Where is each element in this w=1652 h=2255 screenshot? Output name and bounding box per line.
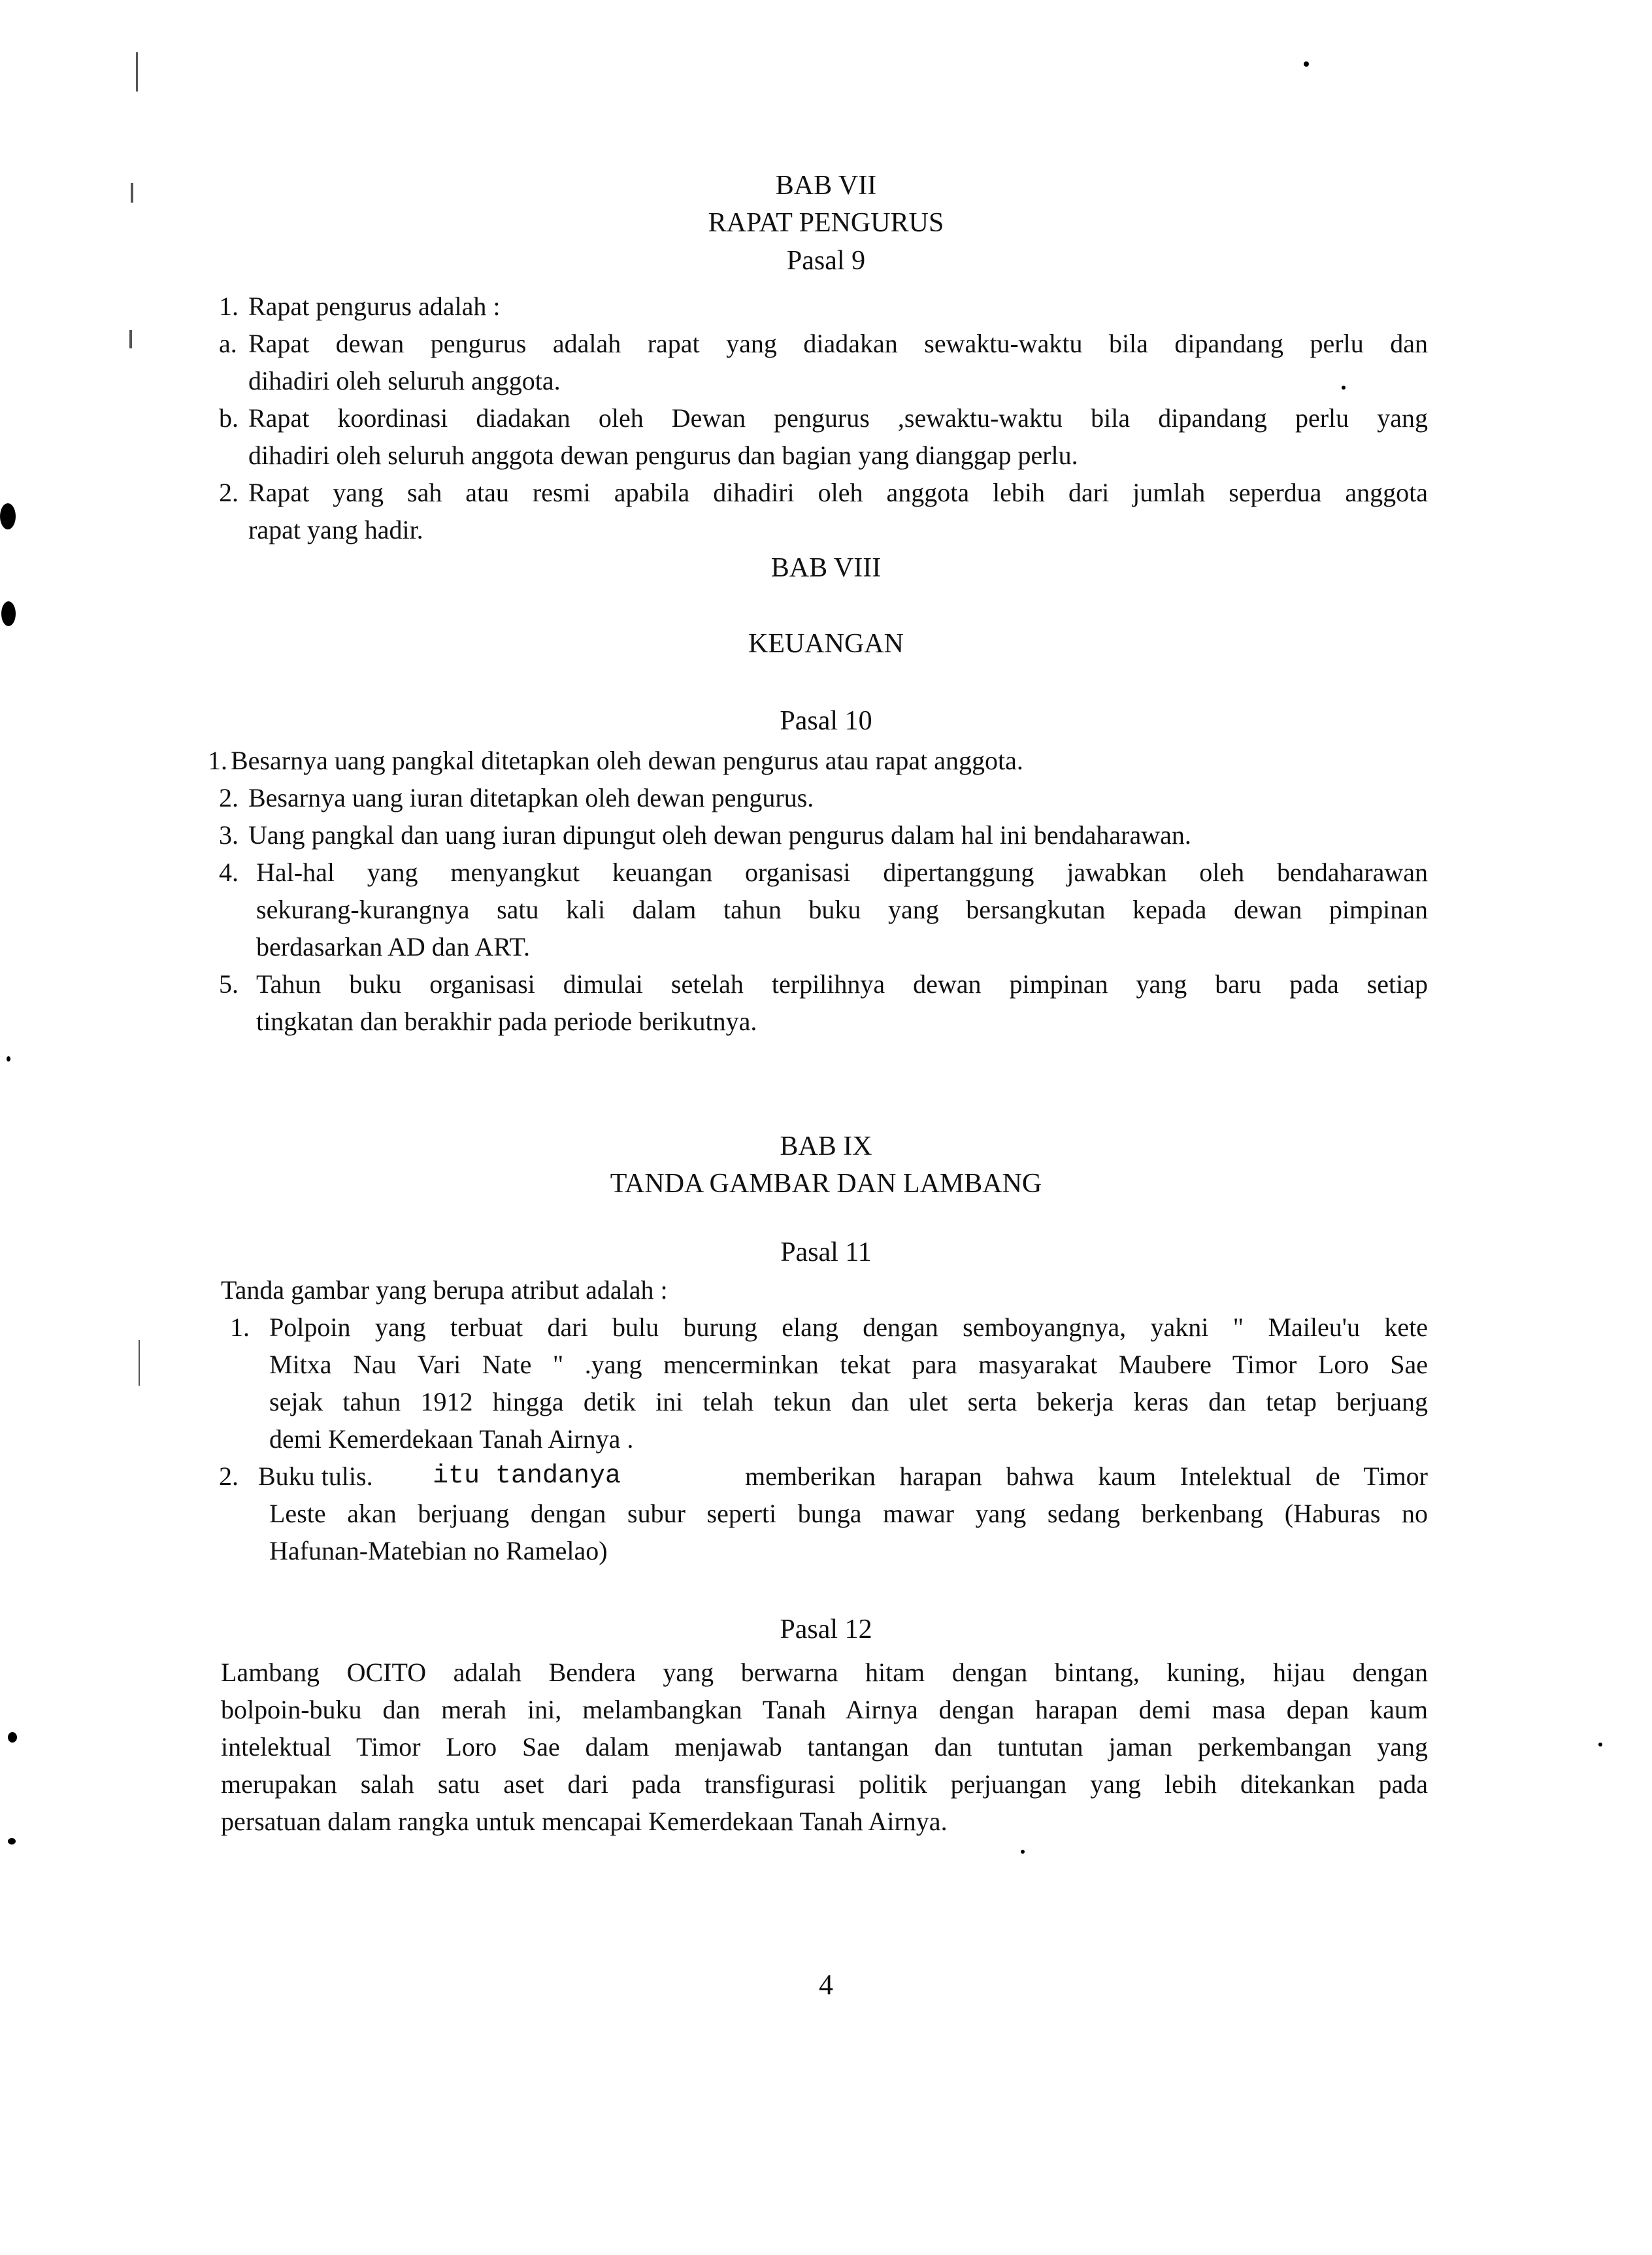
scan-speck bbox=[1342, 386, 1346, 390]
list-item: Besarnya uang iuran ditetapkan oleh dewan pengurus. bbox=[248, 783, 814, 812]
scan-speck bbox=[8, 1732, 17, 1743]
list-item-continuation: dihadiri oleh seluruh anggota. bbox=[248, 366, 561, 395]
pasal-11-intro: Tanda gambar yang berupa atribut adalah : bbox=[221, 1275, 668, 1305]
item-letter: a. bbox=[219, 329, 237, 358]
pasal-10-heading: Pasal 10 bbox=[780, 706, 872, 736]
list-item-continuation: sejak tahun 1912 hingga detik ini telah tekun dan ulet serta bekerja keras dan tetap berjuang bbox=[269, 1387, 1428, 1416]
list-item-continuation: tingkatan dan berakhir pada periode berikutnya. bbox=[256, 1007, 757, 1036]
bab9-title: TANDA GAMBAR DAN LAMBANG bbox=[610, 1169, 1042, 1199]
list-item: Rapat koordinasi diadakan oleh Dewan pengurus ,sewaktu-waktu bila dipandang perlu yang bbox=[248, 403, 1428, 433]
item-number: 1. bbox=[230, 1312, 250, 1342]
list-item: Buku tulis. bbox=[258, 1462, 373, 1491]
paragraph-line: persatuan dalam rangka untuk mencapai Kemerdekaan Tanah Airnya. bbox=[221, 1807, 948, 1836]
bab8-heading: BAB VIII bbox=[770, 553, 882, 583]
page-number: 4 bbox=[819, 1969, 833, 2001]
pasal-12-heading: Pasal 12 bbox=[780, 1614, 872, 1645]
bab9-heading: BAB IX bbox=[780, 1131, 872, 1161]
item-number: 1. bbox=[219, 292, 239, 321]
list-item: Uang pangkal dan uang iuran dipungut oleh dewan pengurus dalam hal ini bendaharawan. bbox=[248, 820, 1191, 850]
bab7-heading: BAB VII bbox=[775, 171, 877, 201]
list-item: Besarnya uang pangkal ditetapkan oleh dewan pengurus atau rapat anggota. bbox=[231, 746, 1023, 775]
scan-speck bbox=[8, 1838, 16, 1845]
scan-speck bbox=[1304, 61, 1309, 67]
list-item: Rapat pengurus adalah : bbox=[248, 292, 501, 321]
punch-hole-mark bbox=[1, 601, 16, 626]
list-item-continuation: rapat yang hadir. bbox=[248, 515, 423, 544]
list-item-continuation: demi Kemerdekaan Tanah Airnya . bbox=[269, 1424, 634, 1454]
scan-speck bbox=[1021, 1850, 1025, 1854]
item-number: 2. bbox=[219, 1462, 239, 1491]
pasal-11-heading: Pasal 11 bbox=[780, 1237, 872, 1267]
scan-speck bbox=[1598, 1743, 1602, 1746]
list-item-continuation: dihadiri oleh seluruh anggota dewan pengurus dan bagian yang dianggap perlu. bbox=[248, 441, 1078, 470]
paragraph-line: bolpoin-buku dan merah ini, melambangkan Tanah Airnya dengan harapan demi masa depan kaum bbox=[221, 1695, 1428, 1724]
list-item-continuation: Mitxa Nau Vari Nate " .yang mencerminkan tekat para masyarakat Maubere Timor Loro Sae bbox=[269, 1350, 1428, 1379]
item-number: 3. bbox=[219, 820, 239, 850]
scan-speck bbox=[136, 52, 138, 92]
pasal-9-heading: Pasal 9 bbox=[786, 246, 866, 276]
bab7-title: RAPAT PENGURUS bbox=[708, 208, 944, 238]
list-item: Polpoin yang terbuat dari bulu burung elang dengan semboyangnya, yakni " Maileu'u kete bbox=[269, 1312, 1428, 1342]
scan-speck bbox=[7, 1056, 10, 1061]
item-letter: b. bbox=[219, 403, 239, 433]
scan-speck bbox=[131, 183, 133, 203]
scan-speck bbox=[139, 1340, 140, 1386]
list-item: Tahun buku organisasi dimulai setelah terpilihnya dewan pimpinan yang baru pada setiap bbox=[256, 969, 1428, 999]
list-item: Rapat dewan pengurus adalah rapat yang diadakan sewaktu-waktu bila dipandang perlu dan bbox=[248, 329, 1428, 358]
bab8-title: KEUANGAN bbox=[748, 629, 904, 659]
list-item-continuation: Hafunan-Matebian no Ramelao) bbox=[269, 1536, 608, 1565]
item-number: 2. bbox=[219, 783, 239, 812]
item-number: 4. bbox=[219, 858, 239, 887]
list-item-continuation: Leste akan berjuang dengan subur seperti bunga mawar yang sedang berkenbang (Haburas no bbox=[269, 1499, 1428, 1528]
item-number: 1. bbox=[208, 746, 227, 775]
list-item: Hal-hal yang menyangkut keuangan organisasi dipertanggung jawabkan oleh bendaharawan bbox=[256, 858, 1428, 887]
scan-speck bbox=[129, 330, 132, 348]
item-number: 2. bbox=[219, 478, 239, 507]
paragraph-line: Lambang OCITO adalah Bendera yang berwarna hitam dengan bintang, kuning, hijau dengan bbox=[221, 1658, 1428, 1687]
item-number: 5. bbox=[219, 969, 239, 999]
paragraph-line: intelektual Timor Loro Sae dalam menjawab tantangan dan tuntutan jaman perkembangan yang bbox=[221, 1732, 1428, 1762]
list-item-continuation: berdasarkan AD dan ART. bbox=[256, 932, 530, 961]
paragraph-line: merupakan salah satu aset dari pada transfigurasi politik perjuangan yang lebih ditekankan pada bbox=[221, 1769, 1428, 1799]
punch-hole-mark bbox=[0, 503, 16, 529]
typed-insertion: itu tandanya bbox=[433, 1462, 621, 1491]
list-item: memberikan harapan bahwa kaum Intelektual de Timor bbox=[745, 1462, 1428, 1491]
list-item: Rapat yang sah atau resmi apabila dihadiri oleh anggota lebih dari jumlah seperdua anggota bbox=[248, 478, 1428, 507]
list-item-continuation: sekurang-kurangnya satu kali dalam tahun buku yang bersangkutan kepada dewan pimpinan bbox=[256, 895, 1428, 924]
